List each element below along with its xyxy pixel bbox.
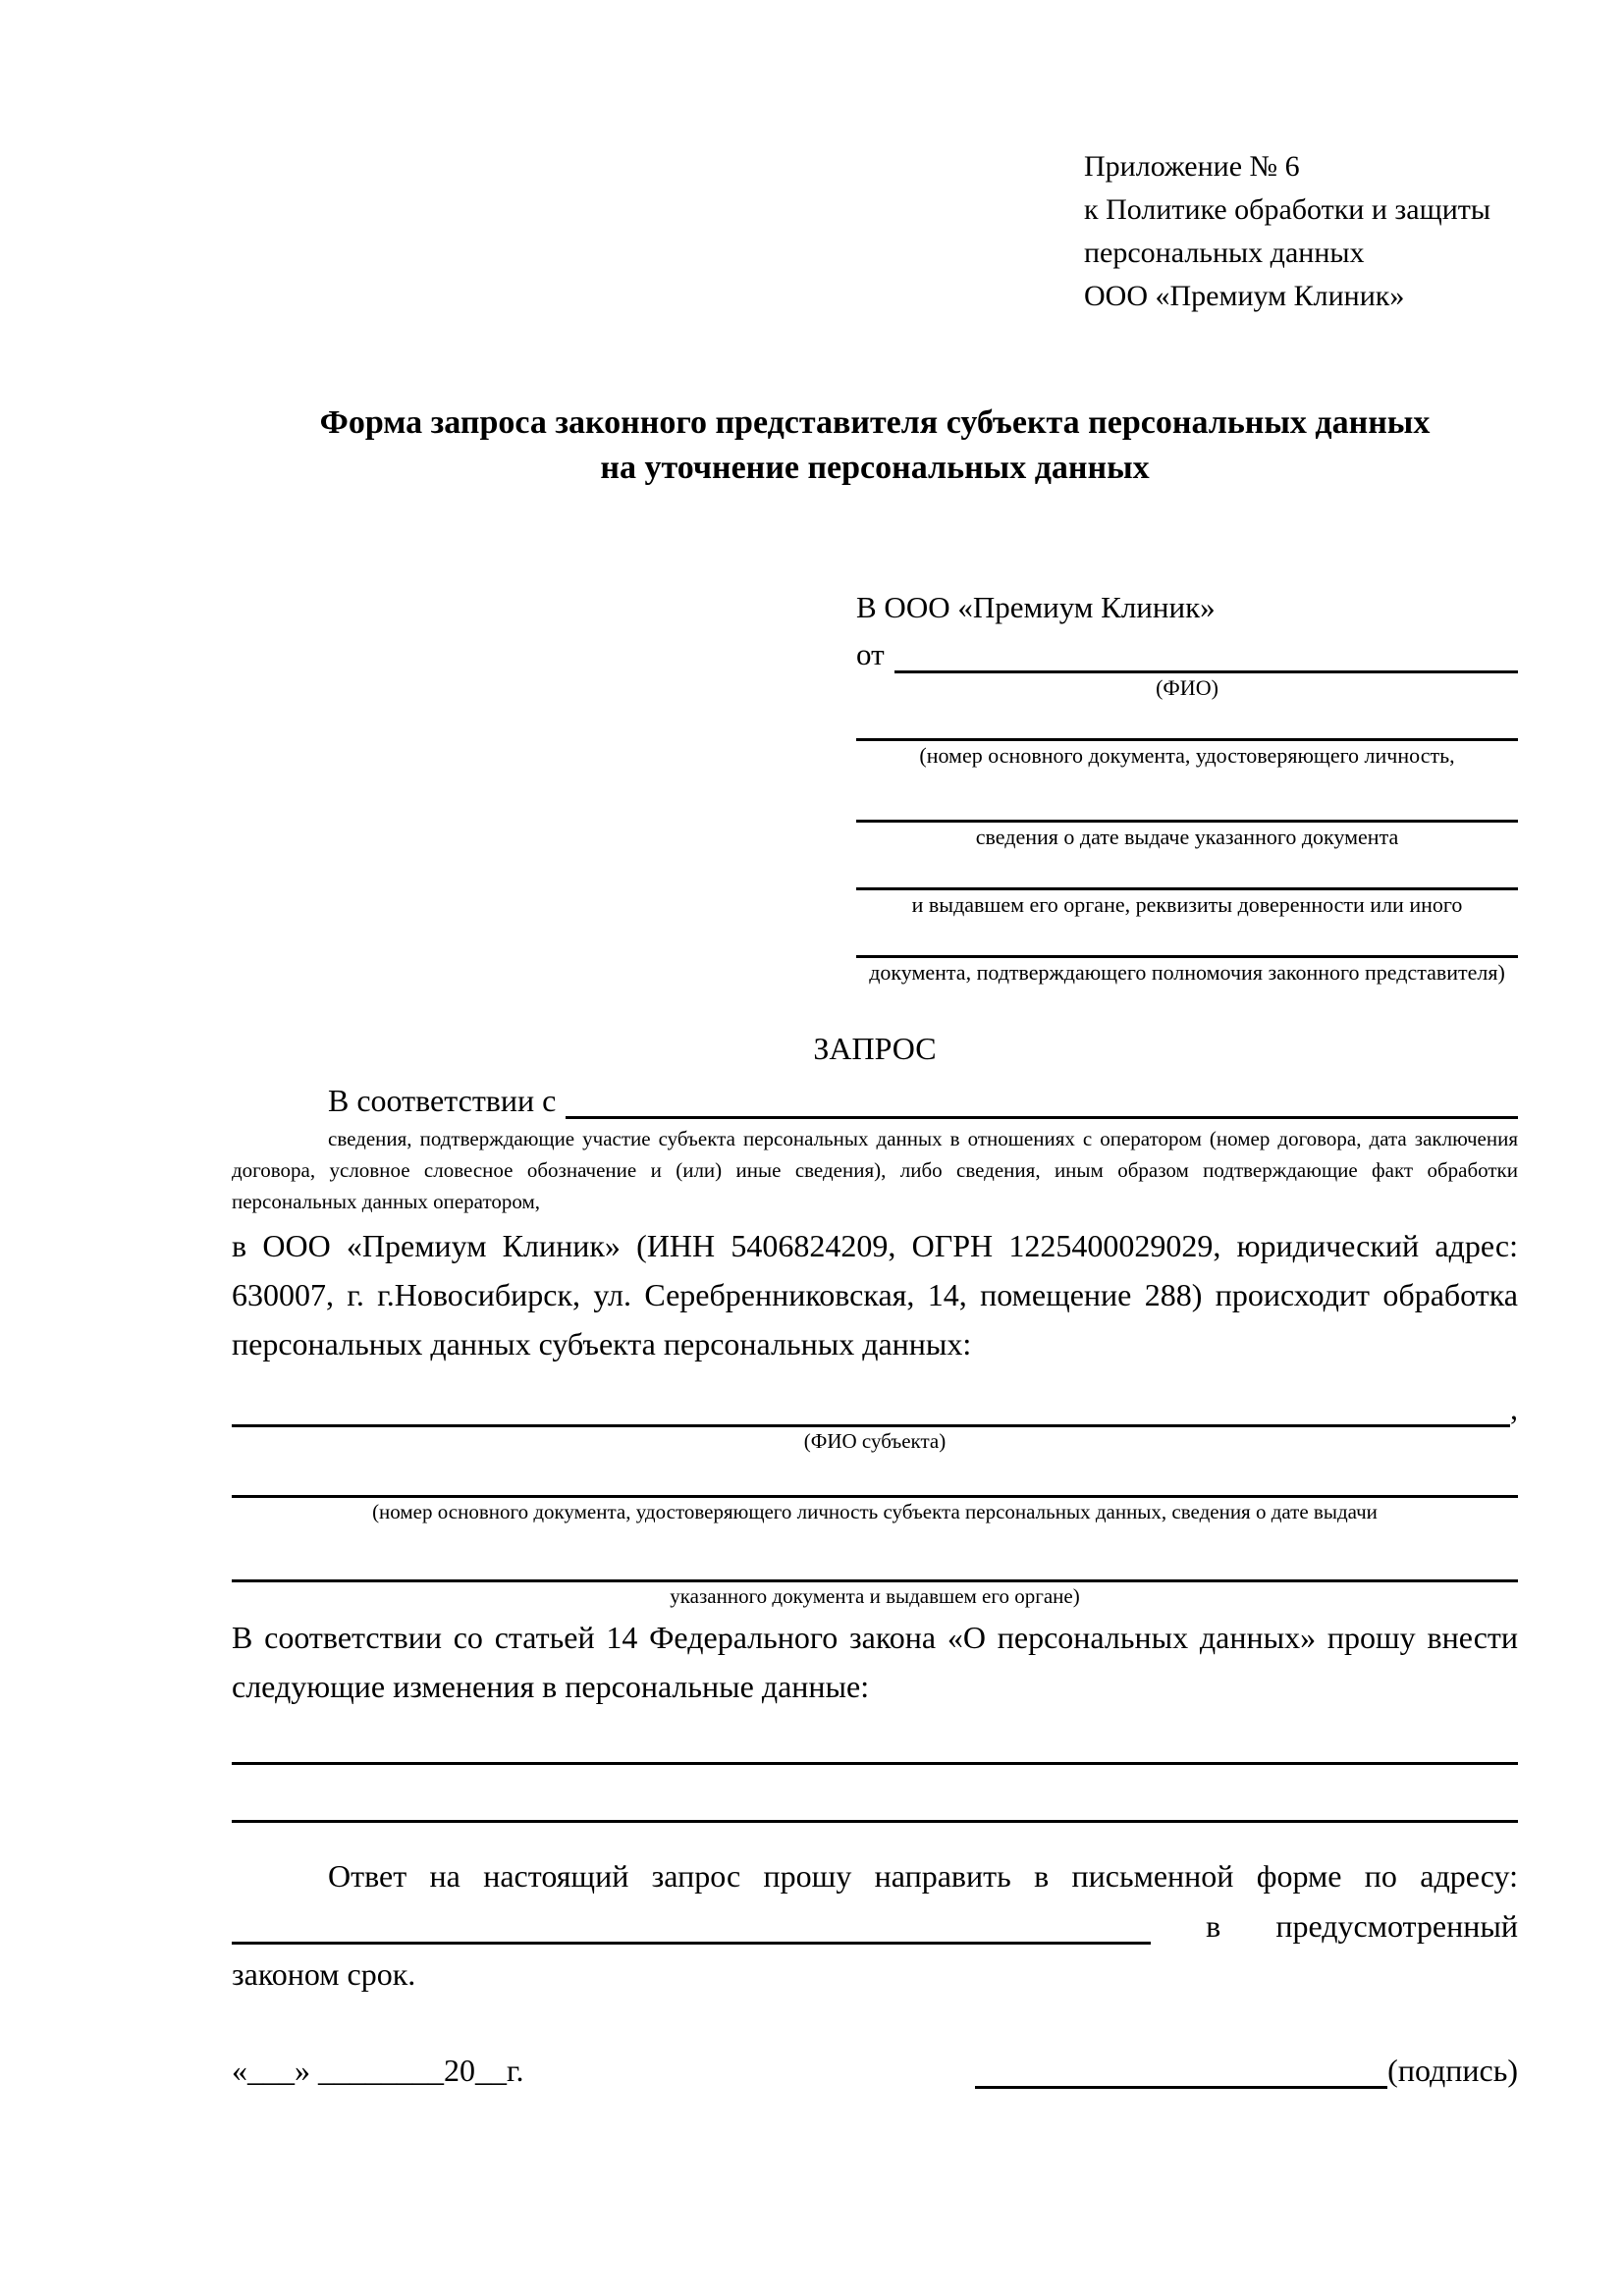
answer-sentence: Ответ на настоящий запрос прошу направить в письменной форме по адресу:	[328, 1858, 1518, 1894]
answer-address-row	[232, 1899, 1518, 1945]
from-label: от	[856, 637, 885, 671]
appendix-header-line: персональных данных	[1084, 237, 1365, 269]
document-title-line-1: Форма запроса законного представителя субъекта персональных данных	[319, 404, 1431, 441]
appendix-header	[1084, 145, 1518, 318]
answer-word-term: предусмотренный	[1275, 1908, 1518, 1944]
request-heading: ЗАПРОС	[813, 1031, 937, 1066]
changes-input-line-2[interactable]	[232, 1765, 1518, 1823]
answer-tail: законом срок.	[232, 1956, 416, 1992]
signature-input-line[interactable]	[975, 2051, 1387, 2089]
signature-caption: (подпись)	[1387, 2053, 1518, 2088]
representative-doc-caption-2: сведения о дате выдаче указанного документа	[975, 825, 1399, 849]
appendix-header-line: Приложение № 6	[1084, 150, 1300, 183]
subject-doc-line-1[interactable]	[232, 1454, 1518, 1498]
representative-doc-caption-1: (номер основного документа, удостоверяющего личность,	[919, 743, 1455, 768]
representative-doc-line-3[interactable]	[856, 850, 1518, 890]
subject-doc-caption-2: указанного документа и выдавшем его органе)	[670, 1584, 1080, 1608]
changes-input-line-1[interactable]	[232, 1711, 1518, 1765]
subject-fio-caption: (ФИО субъекта)	[803, 1429, 947, 1453]
representative-doc-line-2[interactable]	[856, 782, 1518, 823]
representative-doc-caption-3: и выдавшем его органе, реквизиты доверенности или иного	[911, 892, 1463, 917]
addressee-block	[856, 589, 1518, 986]
answer-word-v: в	[1206, 1908, 1221, 1944]
representative-doc-line-1[interactable]	[856, 701, 1518, 741]
appendix-header-line: к Политике обработки и защиты	[1084, 193, 1491, 226]
subject-name-input-line[interactable]	[232, 1389, 1510, 1427]
date-field[interactable]: «___» ________20__г.	[232, 2053, 524, 2088]
basis-label: В соответствии с	[328, 1083, 557, 1118]
appendix-header-line: ООО «Премиум Клиник»	[1084, 280, 1405, 312]
basis-input-line[interactable]	[566, 1077, 1518, 1119]
representative-name-input-line[interactable]	[894, 629, 1518, 673]
document-title-line-2: на уточнение персональных данных	[600, 450, 1150, 486]
answer-address-input-line[interactable]	[232, 1896, 1151, 1945]
addressee-organization: В ООО «Премиум Клиник»	[856, 590, 1216, 624]
basis-caption: сведения, подтверждающие участие субъекта персональных данных в отношениях с оператором (номер договора, дата заключения договора, условное словесное обозначение и (или) иные сведения), либо сведения, иным образом подтверждающие факт обработки персональных данных оператором,	[232, 1127, 1518, 1213]
from-row	[856, 632, 1518, 673]
operator-paragraph: в ООО «Премиум Клиник» (ИНН 5406824209, ОГРН 1225400029029, юридический адрес: 630007, г. г.Новосибирск, ул. Серебренниковская, 14, помещение 288) происходит обработка персональных данных субъекта персональных данных:	[232, 1228, 1518, 1362]
subject-name-row	[232, 1392, 1518, 1427]
subject-doc-line-2[interactable]	[232, 1538, 1518, 1582]
representative-doc-caption-4: документа, подтверждающего полномочия законного представителя)	[869, 960, 1505, 985]
subject-doc-caption-1: (номер основного документа, удостоверяющего личность субъекта персональных данных, сведения о дате выдачи	[372, 1500, 1378, 1523]
footer-row	[232, 2051, 1518, 2089]
document-title	[232, 400, 1518, 491]
basis-row	[232, 1080, 1518, 1119]
fio-caption: (ФИО)	[1156, 675, 1218, 700]
subject-name-comma: ,	[1510, 1391, 1518, 1426]
law-paragraph: В соответствии со статьей 14 Федерального закона «О персональных данных» прошу внести следующие изменения в персональные данные:	[232, 1620, 1518, 1704]
document-content	[232, 0, 1518, 2089]
representative-doc-line-4[interactable]	[856, 918, 1518, 958]
signature-group	[975, 2051, 1518, 2089]
